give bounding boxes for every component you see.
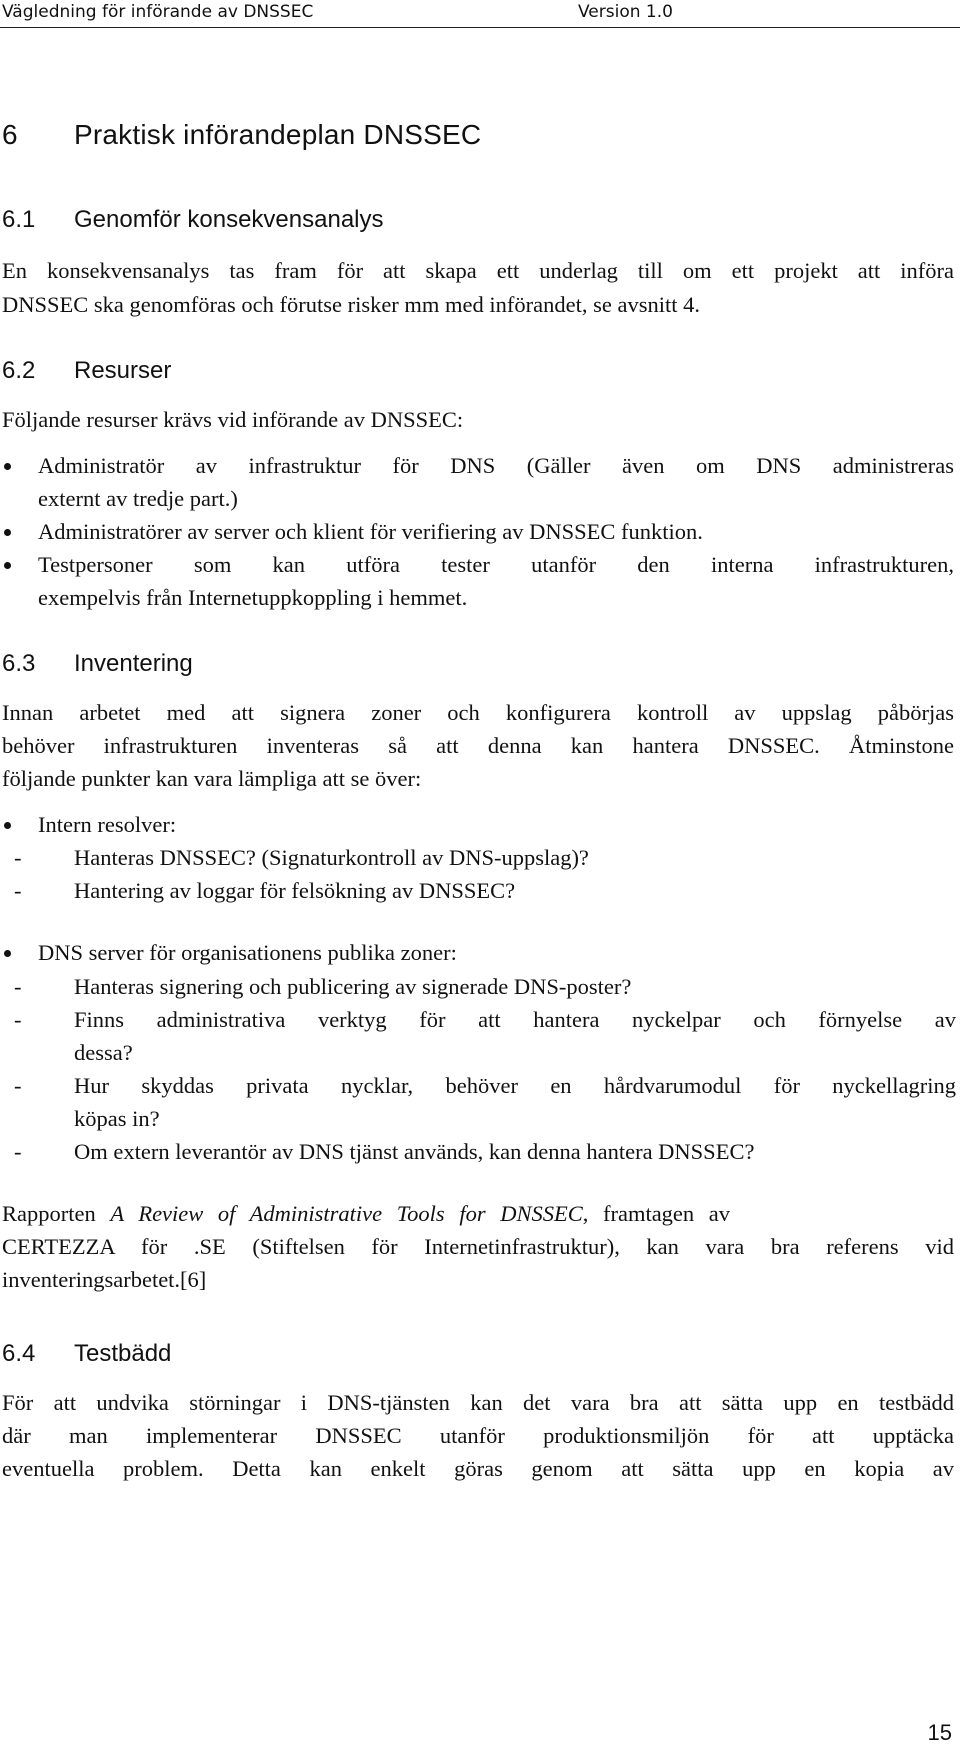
dash-item-text: Hanteras signering och publicering av signerade DNS-poster?: [74, 974, 632, 999]
list-item-text: Administratör av infrastruktur för DNS (Gäller även om DNS administreras: [38, 453, 954, 478]
dash-marker: -: [14, 878, 22, 903]
list-item-text: DNS server för organisationens publika zoner:: [38, 940, 457, 965]
paragraph-line: Innan arbetet med att signera zoner och konfigurera kontroll av uppslag påbörjas: [2, 700, 954, 725]
list-item-text: Testpersoner som kan utföra tester utanför den interna infrastrukturen,: [38, 552, 954, 577]
paragraph-line: För att undvika störningar i DNS-tjänsten kan det vara bra att sätta upp en testbädd: [2, 1390, 954, 1415]
bullet-icon: [4, 822, 11, 829]
section-heading-6-4: [2, 1340, 171, 1368]
paragraph-line: inventeringsarbetet.[6]: [2, 1267, 207, 1292]
list-item-text: Intern resolver:: [38, 812, 177, 837]
bullet-icon: [4, 463, 11, 470]
chapter-number: 6: [2, 119, 18, 150]
header-divider: [0, 27, 960, 28]
section-number: 6.3: [2, 650, 36, 677]
paragraph-line: Följande resurser krävs vid införande av DNSSEC:: [2, 407, 464, 432]
dash-item-text: Hur skyddas privata nycklar, behöver en hårdvarumodul för nyckellagring: [74, 1073, 956, 1098]
list-item-text: externt av tredje part.): [38, 486, 238, 511]
paragraph-line: DNSSEC ska genomföras och förutse risker mm med införandet, se avsnitt 4.: [2, 292, 700, 317]
section-title: Genomför konsekvensanalys: [74, 206, 384, 233]
running-header: [0, 0, 960, 30]
dash-marker: -: [14, 1007, 22, 1032]
section-title: Resurser: [74, 357, 172, 384]
bullet-icon: [4, 950, 11, 957]
section-number: 6.2: [2, 357, 36, 384]
report-pre: Rapporten: [2, 1201, 96, 1226]
chapter-heading: [2, 119, 481, 151]
paragraph-line: eventuella problem. Detta kan enkelt göras genom att sätta upp en kopia av: [2, 1456, 954, 1481]
dash-item-text: Hantering av loggar för felsökning av DNSSEC?: [74, 878, 516, 903]
dash-marker: -: [14, 1139, 22, 1164]
section-heading-6-2: [2, 357, 171, 385]
report-reference-line: [2, 1199, 954, 1229]
section-title: Testbädd: [74, 1340, 172, 1367]
dash-item-text: köpas in?: [74, 1106, 160, 1131]
dash-item-text: dessa?: [74, 1040, 133, 1065]
bullet-icon: [4, 562, 11, 569]
section-number: 6.4: [2, 1340, 36, 1367]
list-item-text: exempelvis från Internetuppkoppling i hemmet.: [38, 585, 468, 610]
header-version: Version 1.0: [578, 2, 673, 22]
paragraph-line: där man implementerar DNSSEC utanför produktionsmiljön för att upptäcka: [2, 1423, 954, 1448]
chapter-title: Praktisk införandeplan DNSSEC: [74, 119, 482, 150]
report-title: A Review of Administrative Tools for DNSSEC: [110, 1201, 583, 1226]
dash-marker: -: [14, 1073, 22, 1098]
section-heading-6-3: [2, 650, 193, 678]
dash-marker: -: [14, 974, 22, 999]
paragraph-line: behöver infrastrukturen inventeras så att denna kan hantera DNSSEC. Åtminstone: [2, 733, 954, 758]
paragraph-line: En konsekvensanalys tas fram för att skapa ett underlag till om ett projekt att införa: [2, 258, 954, 283]
section-title: Inventering: [74, 650, 193, 677]
report-post: , framtagen av: [582, 1201, 731, 1226]
bullet-icon: [4, 529, 11, 536]
dash-item-text: Finns administrativa verktyg för att hantera nyckelpar och förnyelse av: [74, 1007, 956, 1032]
section-heading-6-1: [2, 206, 384, 234]
page-number: 15: [927, 1720, 952, 1745]
dash-marker: -: [14, 845, 22, 870]
paragraph-line: följande punkter kan vara lämpliga att se över:: [2, 766, 422, 791]
section-number: 6.1: [2, 206, 36, 233]
dash-item-text: Hanteras DNSSEC? (Signaturkontroll av DNS-uppslag)?: [74, 845, 589, 870]
list-item-text: Administratörer av server och klient för verifiering av DNSSEC funktion.: [38, 519, 703, 544]
dash-item-text: Om extern leverantör av DNS tjänst används, kan denna hantera DNSSEC?: [74, 1139, 755, 1164]
header-document-title: Vägledning för införande av DNSSEC: [2, 2, 314, 22]
paragraph-line: CERTEZZA för .SE (Stiftelsen för Internetinfrastruktur), kan vara bra referens vid: [2, 1234, 954, 1259]
